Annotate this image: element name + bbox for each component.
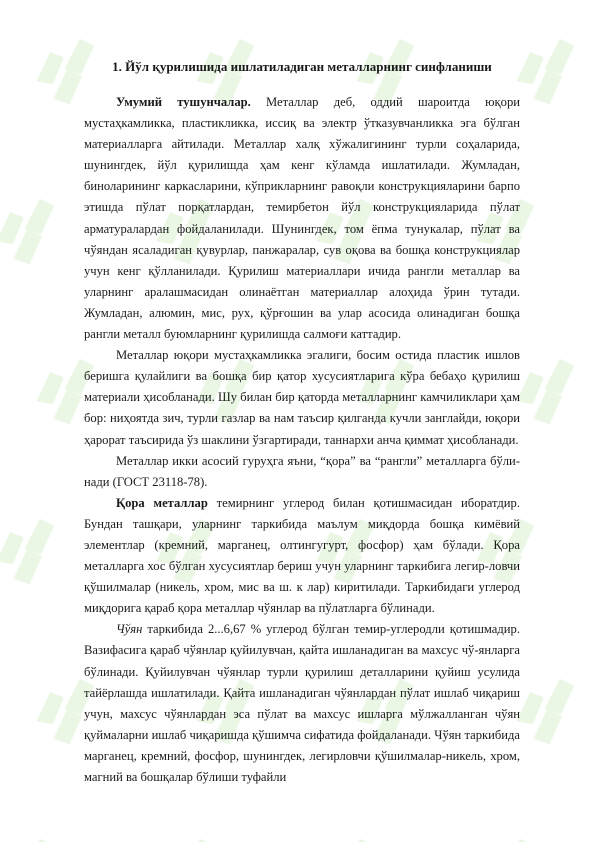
watermark-tile [507,669,594,752]
paragraph-lead-bold: Умумий тушунчалар. [116,95,251,109]
paragraph-general-concepts [84,92,520,345]
paragraph-metal-groups [84,451,520,493]
watermark-tile [0,829,74,842]
paragraph-text: Металлар юқори мустаҳкамликка эгалиги, босим остида пластик ишлов беришга қулайлиги ва бошқа бир қатор хусусиятларига кўра бебаҳо қурилиш материали ҳисобланади. Шу билан бир қаторда металларнинг камчиликлари ҳам бор: ниҳоятда зич, турли газлар ва нам таъсир қилганда кучли занглайди, юқори ҳарорат таъсирида ўз шаклини ўзгартиради, таннархи анча қиммат ҳисобланади. [84,348,520,447]
watermark-tile [507,349,594,432]
watermark-tile [147,829,234,842]
paragraph-text: темирнинг углерод билан қотишмасидан иборатдир. Бундан ташқари, уларнинг таркибида маълум миқдорда бошқа кимёвий элементлар (кремний, марганец, олтингугурт, фосфор) ҳам бўлади. Қора металларга хос бўлган хусусиятлар бериш учун уларнинг таркибига легир-ловчи қўшилмалар (никель, хром, мис ва ш. к лар) киритилади. Таркибидаги углерод миқдорига қараб қора металлар чўянлар ва пўлатларга бўлинади. [84,495,520,616]
paragraph-text: Металлар деб, оддий шароитда юқори мустаҳкамликка, пластикликка, иссиқ ва электр ўтказувчанликка эга бўлган материалларга айтилади. Металлар халқ хўжалигининг турли соҳаларида, шунингдек, йўл қурилишда ҳам кенг кўламда ишлатилади. Жумладан, биноларининг каркасларини, кўприкларнинг равоқли конструкцияларини барпо этишда пўлат порқатлардан, темирбетон йўл конструкцияларида пўлат арматуралардан фойдаланилади. Шунингдек, том ёпма тунукалар, пўлат ва чўяндан ясаладиган қувурлар, панжаралар, сув оқова ва бошқа конструкциялар учун кенг қўлланилади. Қурилиш материаллари ичида рангли металлар ва уларнинг аралашмасидан олинаётган материаллар алоҳида ўрин тутади. Жумладан, алюмин, мис, рух, қўрғошин ва улар асосида олинадиган бошқа рангли металл буюмларнинг қурилишда салмоғи каттадир. [84,95,520,342]
watermark-tile [467,829,554,842]
paragraph-text: таркибида 2...6,67 % углерод бўлган темир-углеродли қотишмадир. Вазифасига қараб чўянлар қуйилувчан, қайта ишланадиган ва махсус чў-янларга бўлинади. Қуйилувчан чўянлар турли қурилиш деталларини қуйиш усулида тайёрлашда ишлатилади. Қайта ишланадиган чўянлардан пўлат ишлаб чиқариш учун, махсус чўянлардан эса пўлат ва махсус ишларга мўлжалланган чўян қуймаларни ишлаб чиқаришда қўшимча сифатида фойдаланади. Чўян таркибида марганец, кремний, фосфор, шунингдек, легирловчи қўшилмалар-никель, хром, магний ва бошқалар бўлиши туфайли [84,622,520,784]
watermark-tile [307,829,394,842]
paragraph-text: Металлар икки асосий гуруҳга яъни, “қора” ва “рангли” металларга бўли-нади (ГОСТ 23118-78). [84,453,520,489]
watermark-tile [507,29,594,112]
watermark-tile [0,189,74,272]
section-heading: 1. Йўл қурилишида ишлатиладиган металларнинг синфланиши [112,59,492,74]
watermark-tile [0,509,74,592]
paragraph-ferrous-metals [84,493,520,620]
paragraph-metal-properties [84,345,520,450]
document-body [84,57,520,788]
paragraph-cast-iron [84,619,520,788]
paragraph-lead-italic: Чўян [116,622,143,637]
paragraph-lead-bold: Қора металлар [116,495,208,510]
